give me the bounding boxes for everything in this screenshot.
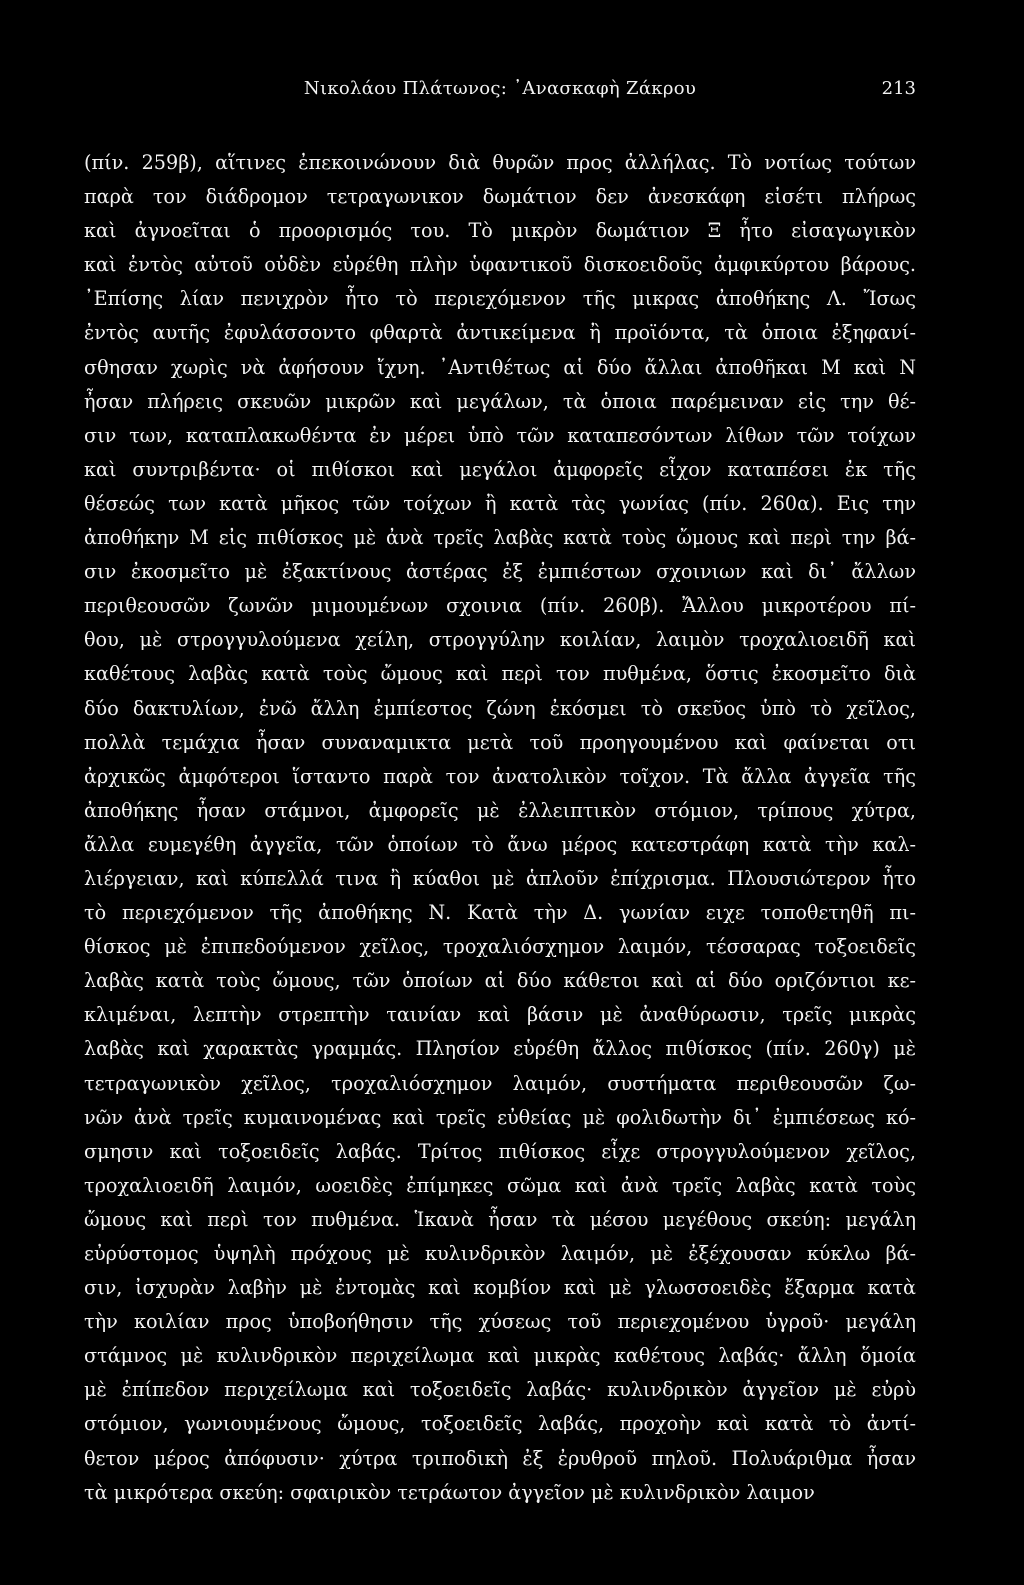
text-line: λαβὰς κατὰ τοὺς ὤμους, τῶν ὁποίων αἱ δύο κάθετοι καὶ αἱ δύο οριζόντιοι κε- [84,969,916,993]
text-line: θέσεώς των κατὰ μῆκος τῶν τοίχων ἢ κατὰ τὰς γωνίας (πίν. 260α). Εις την [84,491,916,515]
text-line: περιθεουσῶν ζωνῶν μιμουμένων σχοινια (πίν. 260β). Ἄλλου μικροτέρου πί- [84,594,916,618]
text-line: ἀποθήκην Μ εἰς πιθίσκος μὲ ἀνὰ τρεῖς λαβὰς κατὰ τοὺς ὤμους καὶ περὶ την βά- [84,526,916,550]
text-line: ἦσαν πλήρεις σκευῶν μικρῶν καὶ μεγάλων, τὰ ὁποια παρέμειναν εἰς την θέ- [84,389,916,413]
text-line: παρὰ τον διάδρομον τετραγωνικον δωμάτιον δεν ἀνεσκάφη εἰσέτι πλήρως [84,185,916,209]
text-line: μὲ ἐπίπεδον περιχείλωμα καὶ τοξοειδεῖς λαβάς· κυλινδρικὸν ἀγγεῖον μὲ εὐρὺ [84,1378,916,1402]
text-line: τὴν κοιλίαν προς ὑποβοήθησιν τῆς χύσεως τοῦ περιεχομένου ὑγροῦ· μεγάλη [84,1310,916,1334]
text-line: σιν ἐκοσμεῖτο μὲ ἐξακτίνους ἀστέρας ἐξ ἐμπιέστων σχοινιων καὶ δι᾿ ἄλλων [84,560,916,584]
text-line: πολλὰ τεμάχια ἦσαν συναναμικτα μετὰ τοῦ προηγουμένου καὶ φαίνεται οτι [84,730,916,754]
running-header-title: Νικολάου Πλάτωνος: ᾿Ανασκαφὴ Ζάκρου [303,78,697,99]
text-line: στάμνος μὲ κυλινδρικὸν περιχείλωμα καὶ μικρὰς καθέτους λαβάς· ἄλλη ὅμοία [84,1344,916,1368]
text-line: τὰ μικρότερα σκεύη: σφαιρικὸν τετράωτον ἀγγεῖον μὲ κυλινδρικὸν λαιμον [84,1480,815,1504]
text-line: ἐντὸς αυτῆς ἐφυλάσσοντο φθαρτὰ ἀντικείμενα ἢ προϊόντα, τὰ ὁποια ἐξηφανί- [84,321,916,345]
text-line: δύο δακτυλίων, ἐνῶ ἄλλη ἐμπίεστος ζώνη ἐκόσμει τὸ σκεῦος ὑπὸ τὸ χεῖλος, [84,696,916,720]
text-line: (πίν. 259β), αἵτινες ἐπεκοινώνουν διὰ θυρῶν προς ἀλλήλας. Τὸ νοτίως τούτων [84,151,916,174]
text-line: τετραγωνικὸν χεῖλος, τροχαλιόσχημον λαιμόν, συστήματα περιθεουσῶν ζω- [84,1071,916,1095]
text-line: σιν, ἰσχυρὰν λαβὴν μὲ ἐντομὰς καὶ κομβίον καὶ μὲ γλωσσοειδὲς ἔξαρμα κατὰ [84,1276,916,1300]
text-line: καθέτους λαβὰς κατὰ τοὺς ὤμους καὶ περὶ τον πυθμένα, ὅστις ἐκοσμεῖτο διὰ [84,662,916,686]
text-line: καὶ ἐντὸς αὐτοῦ οὐδὲν εὑρέθη πλὴν ὑφαντικοῦ δισκοειδοῦς ἀμφικύρτου βάρους. [84,253,916,277]
text-line: θίσκος μὲ ἐπιπεδούμενον χεῖλος, τροχαλιόσχημον λαιμόν, τέσσαρας τοξοειδεῖς [84,935,916,959]
text-line: θετον μέρος ἀπόφυσιν· χύτρα τριποδικὴ ἐξ ἐρυθροῦ πηλοῦ. Πολυάριθμα ἦσαν [84,1446,916,1470]
text-line: σμησιν καὶ τοξοειδεῖς λαβάς. Τρίτος πιθίσκος εἶχε στρογγυλούμενον χεῖλος, [84,1139,916,1163]
text-line: λαβὰς καὶ χαρακτὰς γραμμάς. Πλησίον εὑρέθη ἄλλος πιθίσκος (πίν. 260γ) μὲ [84,1037,916,1061]
body-text [84,146,916,1510]
running-header [84,78,916,108]
text-line: ἀποθήκης ἦσαν στάμνοι, ἀμφορεῖς μὲ ἐλλειπτικὸν στόμιον, τρίπους χύτρα, [84,798,916,822]
text-line: καὶ συντριβέντα· οἱ πιθίσκοι καὶ μεγάλοι ἀμφορεῖς εἶχον καταπέσει ἐκ τῆς [84,457,916,481]
text-line: ὤμους καὶ περὶ τον πυθμένα. Ἱκανὰ ἦσαν τὰ μέσου μεγέθους σκεύη: μεγάλη [84,1207,916,1231]
text-line: ἄλλα ευμεγέθη ἀγγεῖα, τῶν ὁποίων τὸ ἄνω μέρος κατεστράφη κατὰ τὴν καλ- [84,832,916,856]
page-number: 213 [881,78,916,99]
text-line: σιν των, καταπλακωθέντα ἐν μέρει ὑπὸ τῶν καταπεσόντων λίθων τῶν τοίχων [84,423,916,447]
text-line: νῶν ἀνὰ τρεῖς κυμαινομένας καὶ τρεῖς εὐθείας μὲ φολιδωτὴν δι᾿ ἐμπιέσεως κό- [84,1105,916,1129]
text-line: τροχαλιοειδῆ λαιμόν, ωοειδὲς ἐπίμηκες σῶμα καὶ ἀνὰ τρεῖς λαβὰς κατὰ τοὺς [84,1173,916,1197]
text-line: στόμιον, γωνιουμένους ὤμους, τοξοειδεῖς λαβάς, προχοὴν καὶ κατὰ τὸ ἀντί- [84,1412,916,1436]
text-line: εὐρύστομος ὑψηλὴ πρόχους μὲ κυλινδρικὸν λαιμόν, μὲ ἐξέχουσαν κύκλω βά- [84,1242,916,1265]
text-line: ἀρχικῶς ἀμφότεροι ἵσταντο παρὰ τον ἀνατολικὸν τοῖχον. Τὰ ἄλλα ἀγγεῖα τῆς [84,764,916,788]
text-line: καὶ ἀγνοεῖται ὁ προορισμός του. Τὸ μικρὸν δωμάτιον Ξ ἦτο εἰσαγωγικὸν [84,219,916,243]
text-line: κλιμέναι, λεπτὴν στρεπτὴν ταινίαν καὶ βάσιν μὲ ἀναθύρωσιν, τρεῖς μικρὰς [84,1003,916,1027]
text-line: λιέργειαν, καὶ κύπελλά τινα ἢ κύαθοι μὲ ἁπλοῦν ἐπίχρισμα. Πλουσιώτερον ἦτο [84,866,916,890]
text-line: ᾿Επίσης λίαν πενιχρὸν ἦτο τὸ περιεχόμενον τῆς μικρας ἀποθήκης Λ. Ἴσως [84,287,916,311]
text-line: σθησαν χωρὶς νὰ ἀφήσουν ἴχνη. ᾿Αντιθέτως αἱ δύο ἄλλαι ἀποθῆκαι Μ καὶ Ν [84,355,916,379]
text-line: τὸ περιεχόμενον τῆς ἀποθήκης Ν. Κατὰ τὴν Δ. γωνίαν ειχε τοποθετηθῆ πι- [84,901,916,925]
text-line: θου, μὲ στρογγυλούμενα χείλη, στρογγύλην κοιλίαν, λαιμὸν τροχαλιοειδῆ καὶ [84,628,916,652]
